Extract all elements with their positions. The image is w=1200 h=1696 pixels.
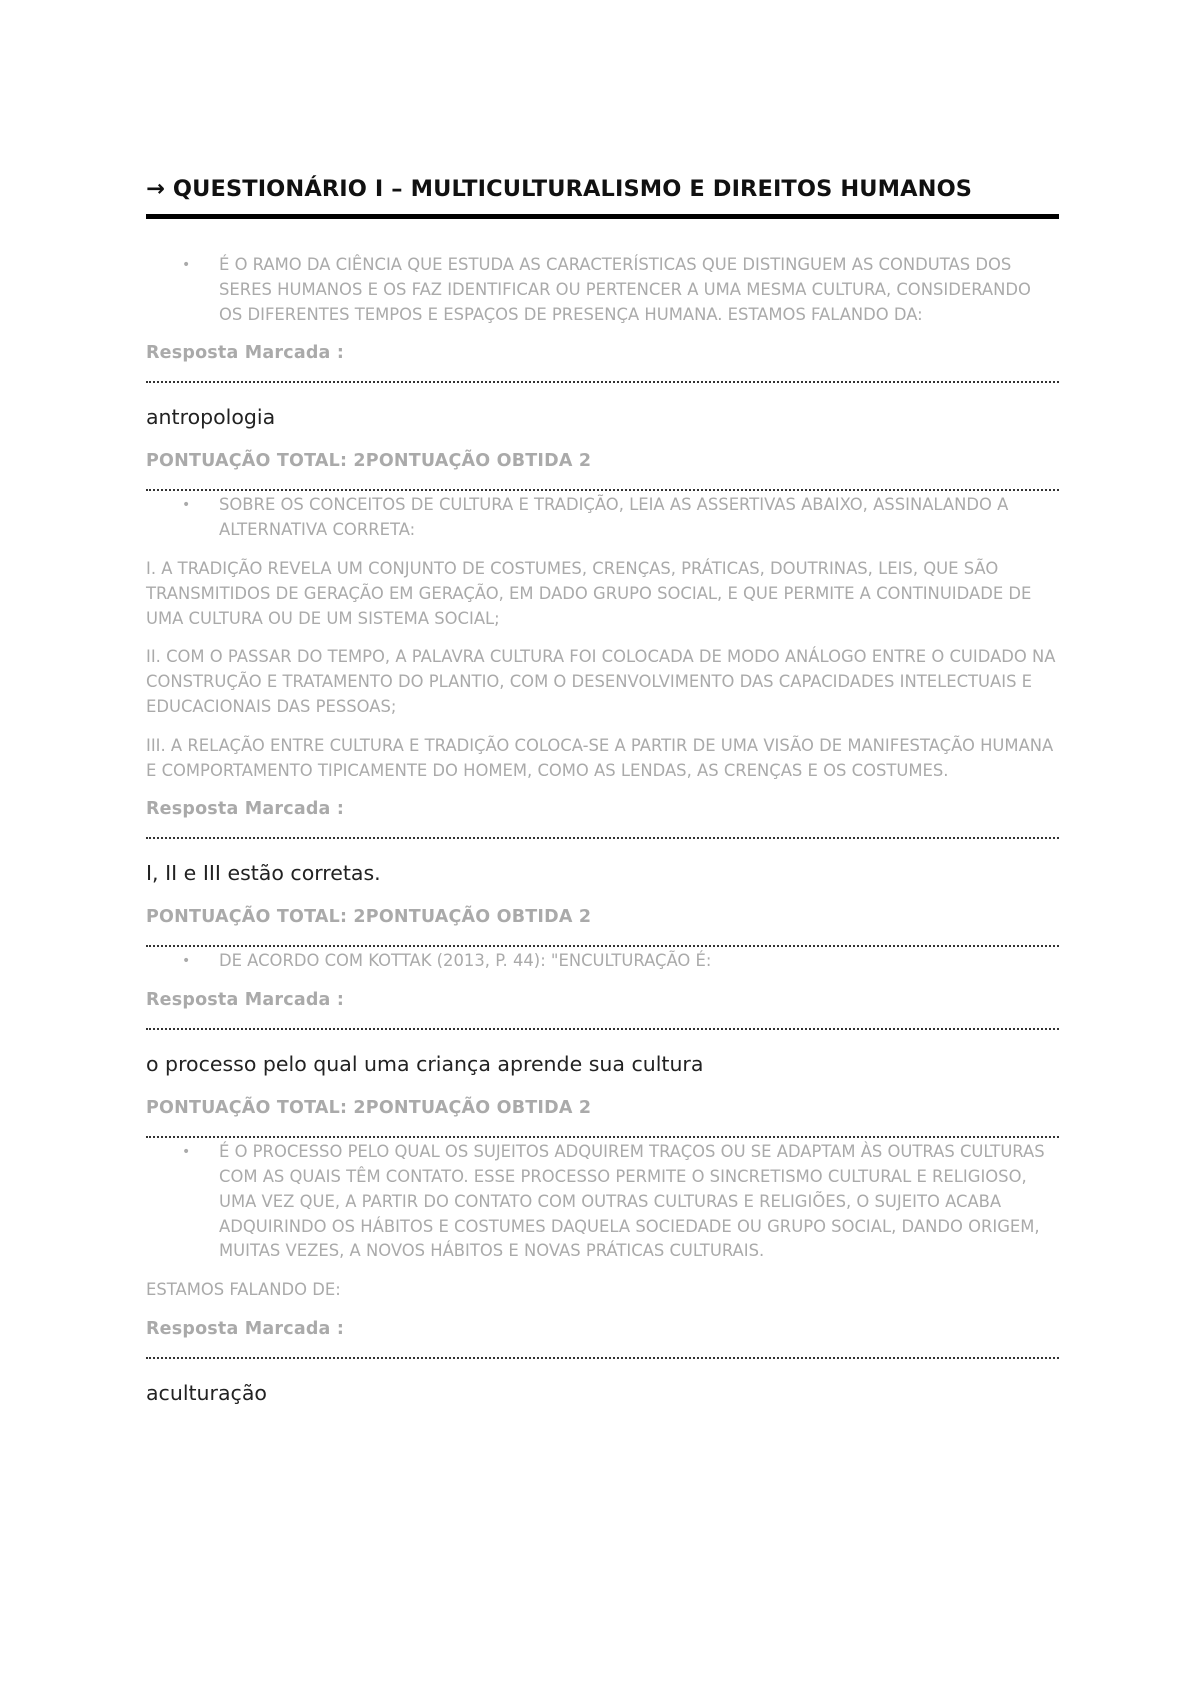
question-1-text: É O RAMO DA CIÊNCIA QUE ESTUDA AS CARACTERÍSTICAS QUE DISTINGUEM AS CONDUTAS DOS SERES HUMANOS E OS FAZ IDENTIFICAR OU PERTENCER A UMA MESMA CULTURA, CONSIDERANDO OS DIFERENTES TEMPOS E ESPAÇOS DE PRESENÇA HUMANA. ESTAMOS FALANDO DA: <box>219 255 1031 324</box>
resposta-label: Resposta Marcada : <box>146 799 345 820</box>
question-4-prompt <box>146 1140 1059 1264</box>
resposta-label: Resposta Marcada : <box>146 990 345 1011</box>
statement-3: III. A RELAÇÃO ENTRE CULTURA E TRADIÇÃO COLOCA-SE A PARTIR DE UMA VISÃO DE MANIFESTAÇÃO HUMANA E COMPORTAMENTO TIPICAMENTE DO HOMEM, COMO AS LENDAS, AS CRENÇAS E OS COSTUMES. <box>146 735 1054 780</box>
answer-divider <box>146 1028 1059 1030</box>
score-label: PONTUAÇÃO TOTAL: 2PONTUAÇÃO OBTIDA 2 <box>146 1098 592 1119</box>
bullet-icon: • <box>182 953 191 970</box>
question-2-text: SOBRE OS CONCEITOS DE CULTURA E TRADIÇÃO, LEIA AS ASSERTIVAS ABAIXO, ASSINALANDO A ALTERNATIVA CORRETA: <box>219 495 1009 540</box>
question-1-answer: antropologia <box>146 405 276 430</box>
page-title: → QUESTIONÁRIO I – MULTICULTURALISMO E DIREITOS HUMANOS <box>146 176 973 202</box>
statement-2: II. COM O PASSAR DO TEMPO, A PALAVRA CULTURA FOI COLOCADA DE MODO ANÁLOGO ENTRE O CUIDADO NA CONSTRUÇÃO E TRATAMENTO DO PLANTIO, COM O DESENVOLVIMENTO DAS CAPACIDADES INTELECTUAIS E EDUCACIONAIS DAS PESSOAS; <box>146 647 1056 716</box>
bullet-icon: • <box>182 497 191 514</box>
question-3-answer: o processo pelo qual uma criança aprende sua cultura <box>146 1052 704 1077</box>
resposta-label: Resposta Marcada : <box>146 343 345 364</box>
score-label: PONTUAÇÃO TOTAL: 2PONTUAÇÃO OBTIDA 2 <box>146 907 592 928</box>
score-label: PONTUAÇÃO TOTAL: 2PONTUAÇÃO OBTIDA 2 <box>146 451 592 472</box>
question-3 <box>146 949 1059 1138</box>
question-4-followup: ESTAMOS FALANDO DE: <box>146 1280 341 1300</box>
question-2-answer: I, II e III estão corretas. <box>146 861 381 886</box>
bullet-icon: • <box>182 1144 191 1161</box>
question-1-prompt <box>146 253 1059 327</box>
answer-divider <box>146 1357 1059 1359</box>
question-1 <box>146 253 1059 491</box>
question-3-text: DE ACORDO COM KOTTAK (2013, P. 44): "ENCULTURAÇÃO É: <box>219 951 712 971</box>
statement-1: I. A TRADIÇÃO REVELA UM CONJUNTO DE COSTUMES, CRENÇAS, PRÁTICAS, DOUTRINAS, LEIS, QUE SÃO TRANSMITIDOS DE GERAÇÃO EM GERAÇÃO, EM DADO GRUPO SOCIAL, E QUE PERMITE A CONTINUIDADE DE UMA CULTURA OU DE UM SISTEMA SOCIAL; <box>146 558 1032 628</box>
question-4-answer: aculturação <box>146 1380 267 1405</box>
question-2 <box>146 493 1059 947</box>
question-divider <box>146 489 1059 491</box>
answer-divider <box>146 381 1059 383</box>
question-4-text: É O PROCESSO PELO QUAL OS SUJEITOS ADQUIREM TRAÇOS OU SE ADAPTAM ÀS OUTRAS CULTURAS COM AS QUAIS TÊM CONTATO. ESSE PROCESSO PERMITE O SINCRETISMO CULTURAL E RELIGIOSO, UMA VEZ QUE, A PARTIR DO CONTATO COM OUTRAS CULTURAS E RELIGIÕES, O SUJEITO ACABA ADQUIRINDO OS HÁBITOS E COSTUMES DAQUELA SOCIEDADE OU GRUPO SOCIAL, DANDO ORIGEM, MUITAS VEZES, A NOVOS HÁBITOS E NOVAS PRÁTICAS CULTURAIS. <box>219 1142 1045 1261</box>
question-2-prompt <box>146 493 1059 543</box>
question-3-prompt <box>146 949 1059 974</box>
question-divider <box>146 1136 1059 1138</box>
question-4 <box>146 1140 1059 1407</box>
question-divider <box>146 945 1059 947</box>
title-underline <box>146 214 1059 219</box>
bullet-icon: • <box>182 257 191 273</box>
document-page <box>146 150 1059 1407</box>
resposta-label: Resposta Marcada : <box>146 1318 345 1339</box>
answer-divider <box>146 837 1059 839</box>
